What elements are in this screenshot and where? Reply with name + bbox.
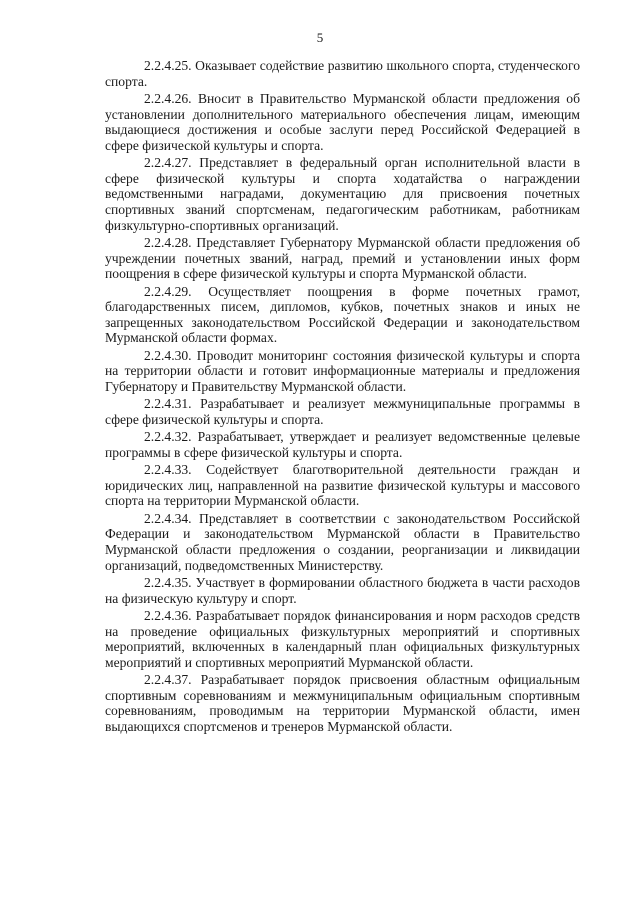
paragraph-number: 2.2.4.36.: [144, 607, 192, 623]
paragraph-text: Разрабатывает и реализует межмуниципальные программы в сфере физической культуры и спорта.: [105, 396, 580, 427]
document-body: [105, 58, 580, 736]
paragraph-text: Представляет в федеральный орган исполнительной власти в сфере физической культуры и спорта ходатайства о награждении ведомственными наградами, документацию для присвоения почетных спортивных званий спортсменам, педагогическим работникам, работникам физкультурно-спортивных организаций.: [105, 155, 580, 233]
paragraph-2-2-4-26: [105, 91, 580, 153]
paragraph-2-2-4-37: [105, 672, 580, 734]
paragraph-text: Разрабатывает, утверждает и реализует ведомственные целевые программы в сфере физической культуры и спорта.: [105, 429, 580, 460]
paragraph-number: 2.2.4.28.: [144, 234, 192, 250]
paragraph-text: Разрабатывает порядок присвоения областным официальным спортивным соревнованиям и межмуниципальным официальным спортивным соревнованиям, проводимым на территории Мурманской области, имен выдающихся спортсменов и тренеров Мурманской области.: [105, 672, 580, 734]
paragraph-number: 2.2.4.35.: [144, 574, 192, 590]
paragraph-2-2-4-36: [105, 608, 580, 670]
paragraph-number: 2.2.4.37.: [144, 672, 192, 688]
paragraph-2-2-4-33: [105, 462, 580, 509]
paragraph-text: Представляет в соответствии с законодательством Российской Федерации и законодательством Мурманской области в Правительство Мурманской области предложения о создании, реорганизации и ликвидации организаций, подведомственных Министерству.: [105, 510, 581, 573]
paragraph-2-2-4-31: [105, 396, 580, 427]
paragraph-number: 2.2.4.29.: [144, 283, 192, 299]
paragraph-text: Разрабатывает порядок финансирования и норм расходов средств на проведение официальных физкультурных мероприятий и спортивных мероприятий, включенных в календарный план официальных физкультурных мероприятий и спортивных мероприятий Мурманской области.: [105, 607, 580, 670]
paragraph-2-2-4-28: [105, 235, 580, 282]
paragraph-2-2-4-35: [105, 575, 580, 606]
paragraph-number: 2.2.4.34.: [144, 510, 192, 526]
paragraph-2-2-4-25: [105, 58, 580, 89]
page-number: 5: [316, 30, 324, 45]
paragraph-text: Содействует благотворительной деятельности граждан и юридических лиц, направленной на развитие физической культуры и массового спорта на территории Мурманской области.: [105, 462, 580, 509]
paragraph-text: Представляет Губернатору Мурманской области предложения об учреждении почетных званий, наград, премий и установлении иных форм поощрения в сфере физической культуры и спорта Мурманской области.: [105, 234, 581, 282]
paragraph-2-2-4-30: [105, 348, 580, 395]
paragraph-number: 2.2.4.31.: [144, 396, 192, 412]
paragraph-number: 2.2.4.26.: [144, 90, 192, 106]
paragraph-2-2-4-29: [105, 284, 580, 346]
paragraph-number: 2.2.4.33.: [144, 462, 192, 478]
paragraph-2-2-4-27: [105, 155, 580, 233]
paragraph-2-2-4-34: [105, 511, 580, 573]
paragraph-number: 2.2.4.25.: [144, 58, 192, 73]
paragraph-number: 2.2.4.32.: [144, 429, 192, 445]
paragraph-text: Проводит мониторинг состояния физической культуры и спорта на территории области и готовит информационные материалы и предложения Губернатору и Правительству Мурманской области.: [105, 347, 580, 394]
paragraph-number: 2.2.4.27.: [144, 155, 192, 171]
paragraph-text: Вносит в Правительство Мурманской области предложения об установлении дополнительного материального обеспечения лицам, имеющим выдающиеся достижения и особые заслуги перед Российской Федерацией в сфере физической культуры и спорта.: [105, 90, 580, 153]
paragraph-text: Оказывает содействие развитию школьного спорта, студенческого спорта.: [105, 58, 580, 89]
paragraph-text: Участвует в формировании областного бюджета в части расходов на физическую культуру и спорт.: [105, 574, 580, 606]
paragraph-text: Осуществляет поощрения в форме почетных грамот, благодарственных писем, дипломов, кубков, почетных знаков и иных не запрещенных законодательством Российской Федерации и законодательством Мурманской области формах.: [105, 283, 580, 346]
paragraph-number: 2.2.4.30.: [144, 347, 192, 363]
paragraph-2-2-4-32: [105, 429, 580, 460]
